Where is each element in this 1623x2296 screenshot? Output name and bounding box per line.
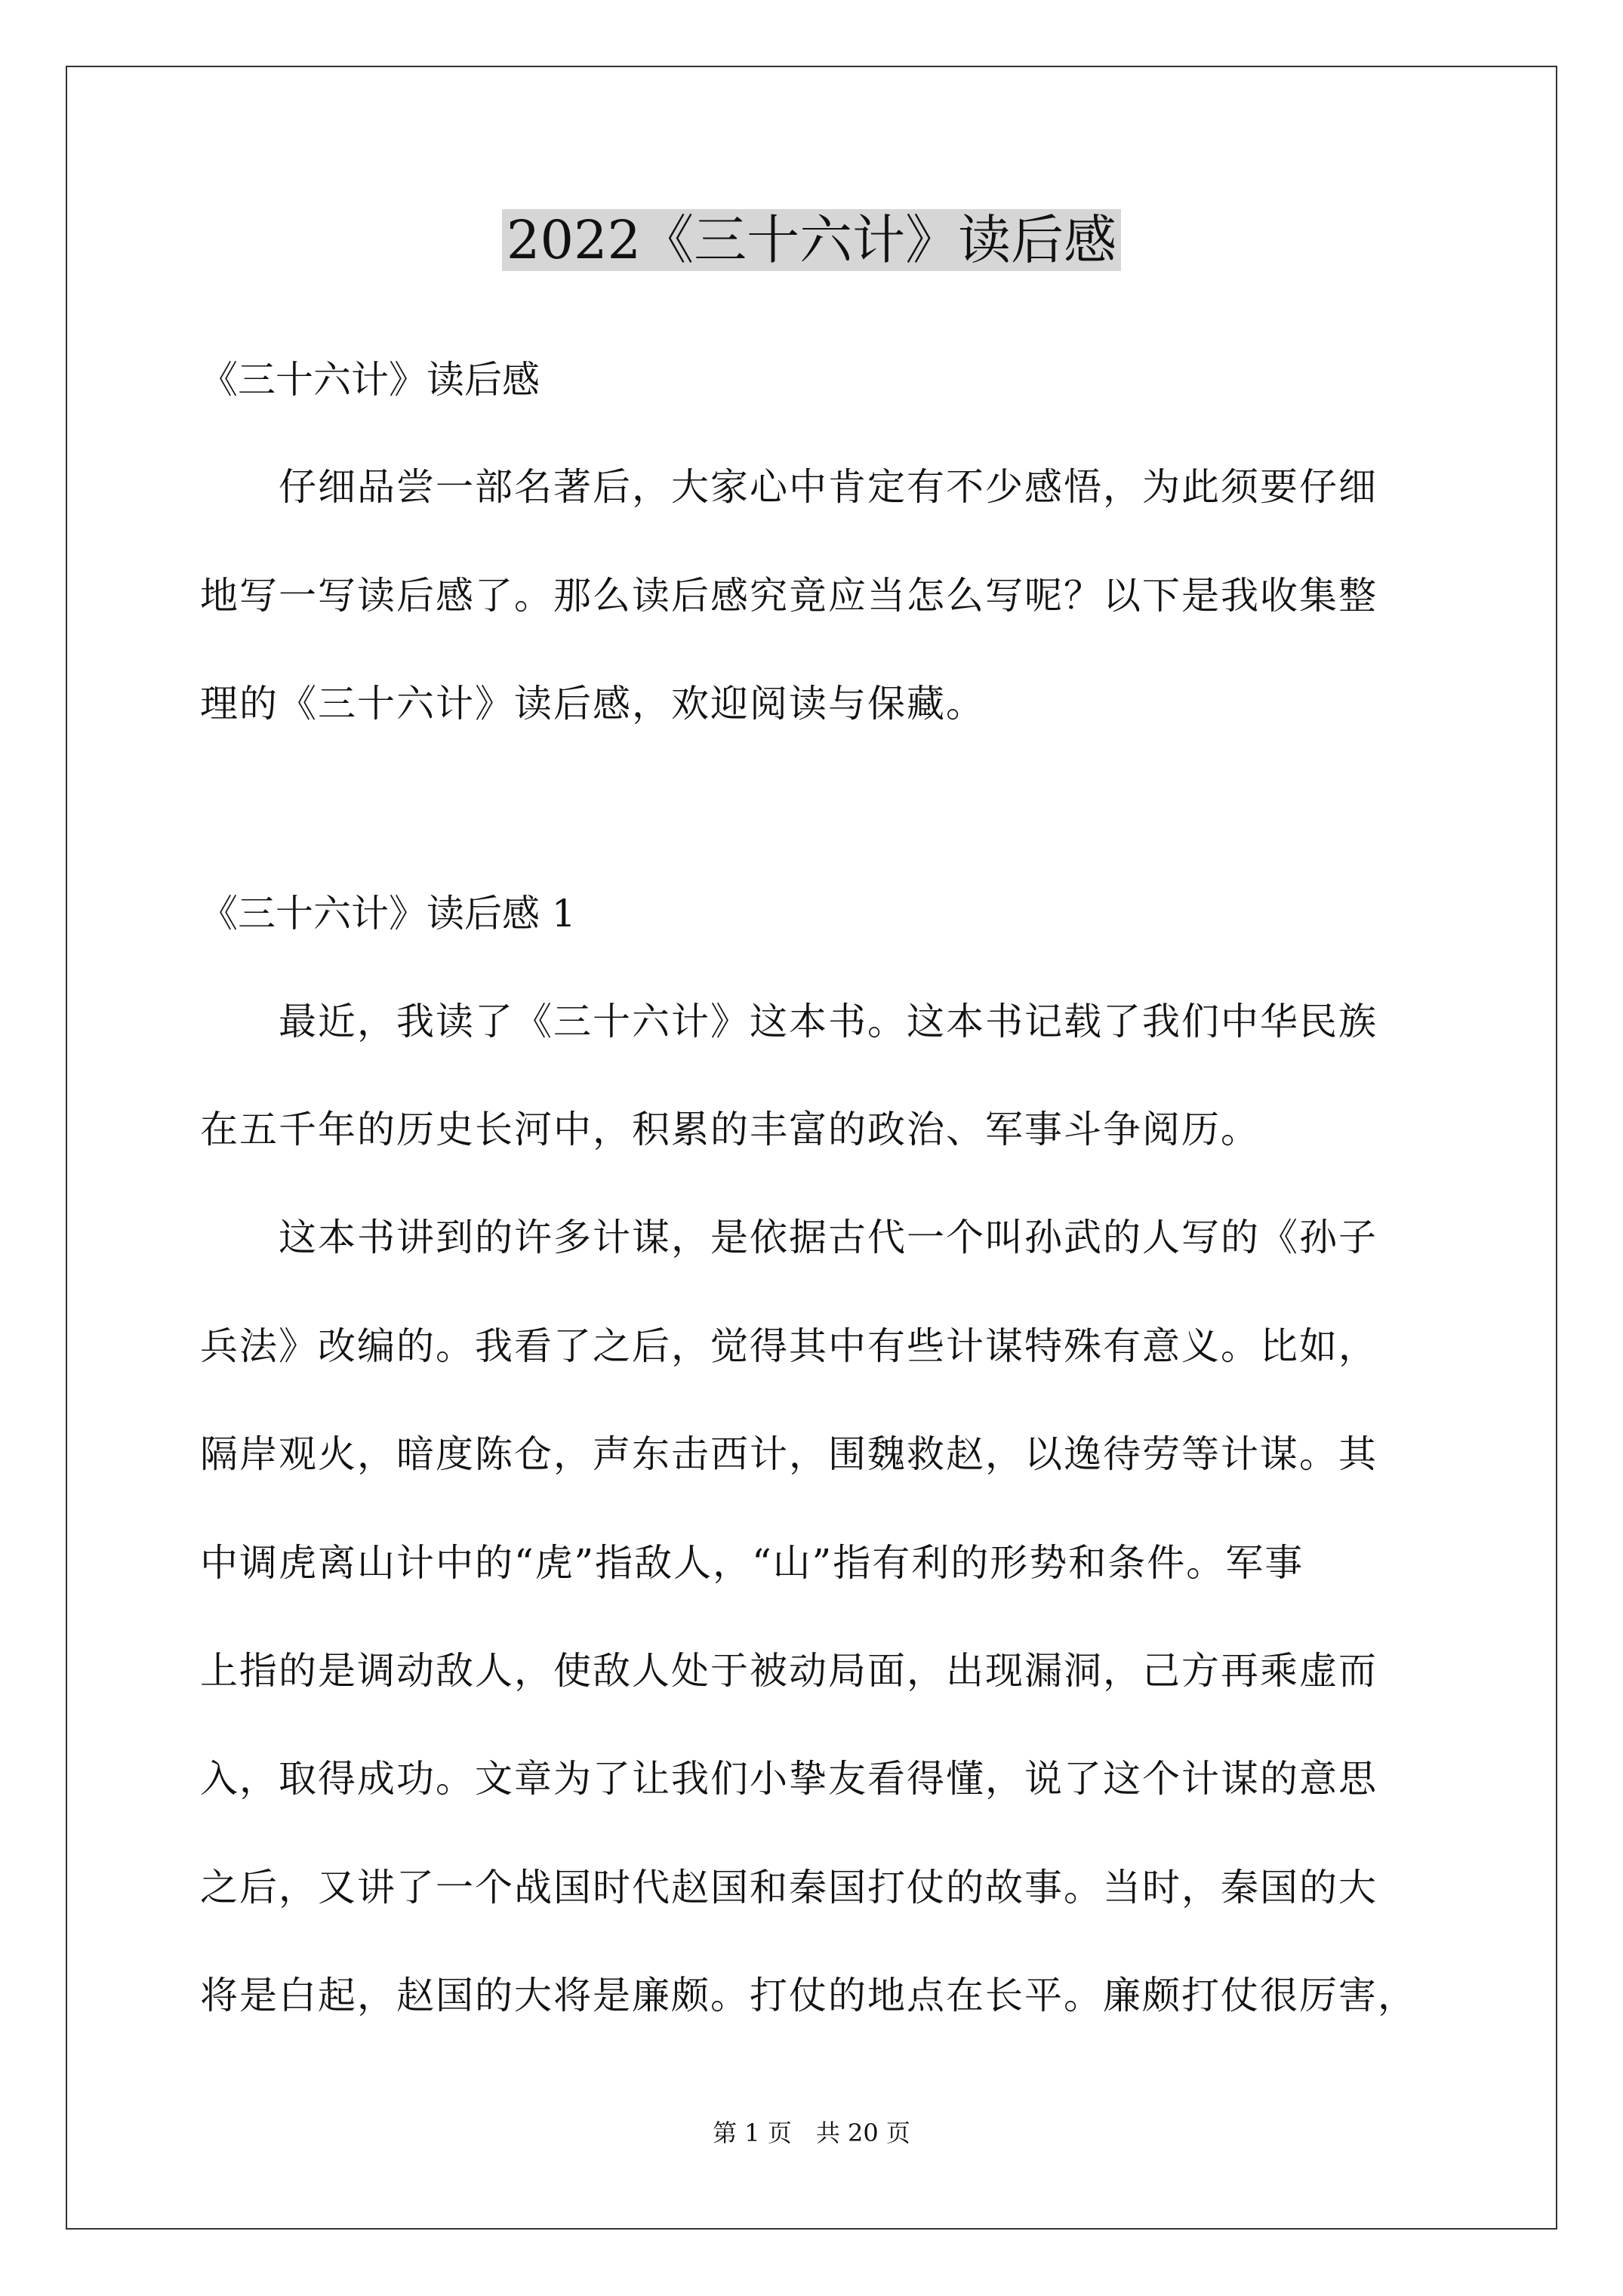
document-subtitle: 《三十六计》读后感	[200, 358, 540, 402]
intro-line: 仔细品尝一部名著后，大家心中肯定有不少感悟，为此须要仔细	[200, 465, 1378, 509]
section-heading: 《三十六计》读后感 1	[200, 892, 576, 935]
paragraph-line: 中调虎离山计中的“虎”指敌人，“山”指有利的形势和条件。军事	[200, 1541, 1304, 1585]
document-title: 2022《三十六计》读后感	[0, 202, 1623, 278]
paragraph-line: 这本书讲到的许多计谋，是依据古代一个叫孙武的人写的《孙子	[200, 1216, 1378, 1259]
paragraph-line: 最近，我读了《三十六计》这本书。这本书记载了我们中华民族	[200, 1000, 1378, 1043]
paragraph-line: 隔岸观火，暗度陈仓，声东击西计，围魏救赵，以逸待劳等计谋。其	[200, 1432, 1378, 1476]
intro-line: 地写一写读后感了。那么读后感究竟应当怎么写呢？以下是我收集整	[200, 574, 1378, 618]
paragraph-line: 将是白起，赵国的大将是廉颇。打仗的地点在长平。廉颇打仗很厉害，	[200, 1974, 1417, 2017]
intro-line: 理的《三十六计》读后感，欢迎阅读与保藏。	[200, 682, 985, 726]
paragraph-line: 之后，又讲了一个战国时代赵国和秦国打仗的故事。当时，秦国的大	[200, 1866, 1378, 1909]
paragraph-line: 兵法》改编的。我看了之后，觉得其中有些计谋特殊有意义。比如，	[200, 1324, 1378, 1368]
paragraph-line: 在五千年的历史长河中，积累的丰富的政治、军事斗争阅历。	[200, 1108, 1260, 1151]
paragraph-line: 上指的是调动敌人，使敌人处于被动局面，出现漏洞，己方再乘虚而	[200, 1649, 1378, 1693]
paragraph-line: 入，取得成功。文章为了让我们小挚友看得懂，说了这个计谋的意思	[200, 1757, 1378, 1801]
page-number-footer: 第 1 页 共 20 页	[713, 2119, 910, 2147]
